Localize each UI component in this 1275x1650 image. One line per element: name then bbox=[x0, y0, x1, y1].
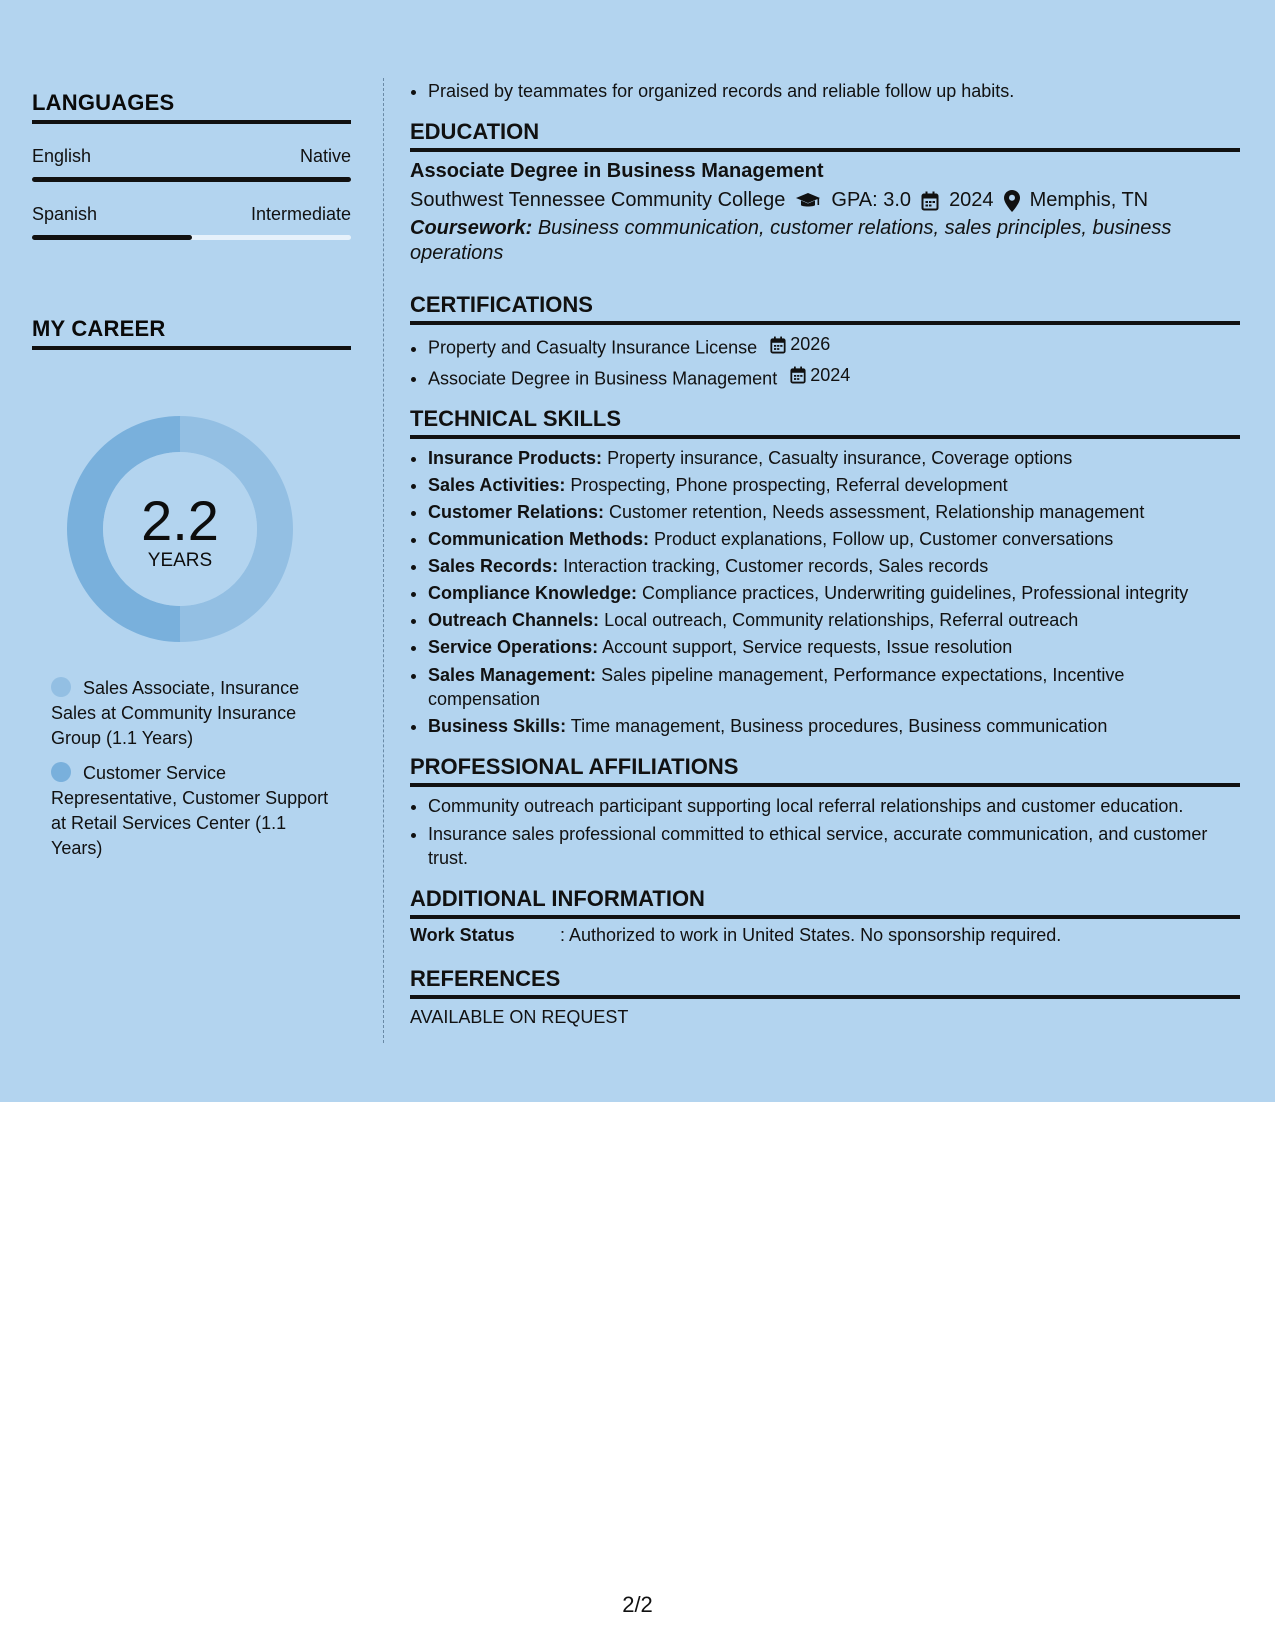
list-item bbox=[428, 445, 1240, 472]
certification-year: 2024 bbox=[810, 364, 851, 385]
skill-text: Time management, Business procedures, Business communication bbox=[570, 716, 1108, 736]
career-total-years: 2.2 bbox=[141, 489, 219, 552]
skill-text: Account support, Service requests, Issue resolution bbox=[602, 637, 1013, 657]
language-item bbox=[32, 204, 351, 240]
education-gpa: GPA: 3.0 bbox=[831, 189, 912, 211]
skill-text: Product explanations, Follow up, Customer conversations bbox=[654, 529, 1114, 549]
list-item bbox=[428, 661, 1240, 713]
skill-label: Insurance Products: bbox=[428, 448, 603, 468]
career-title: MY CAREER bbox=[32, 316, 351, 350]
coursework-text: Business communication, customer relations, sales principles, business operations bbox=[410, 217, 1172, 264]
skill-text: Sales pipeline management, Performance expectations, Incentive compensation bbox=[428, 665, 1125, 709]
list-item bbox=[428, 607, 1240, 634]
skill-text: Local outreach, Community relationships, Referral outreach bbox=[604, 610, 1079, 630]
graduation-cap-icon bbox=[795, 192, 821, 210]
career-total-unit: YEARS bbox=[147, 550, 213, 571]
language-proficiency-fill bbox=[32, 235, 192, 240]
language-proficiency-bar bbox=[32, 235, 351, 240]
career-legend bbox=[51, 676, 341, 871]
skill-label: Sales Activities: bbox=[428, 475, 566, 495]
skills-title: TECHNICAL SKILLS bbox=[410, 406, 1240, 439]
coursework-label: Coursework: bbox=[410, 217, 533, 239]
language-proficiency-fill bbox=[32, 177, 351, 182]
skill-label: Sales Records: bbox=[428, 556, 559, 576]
list-item: • Community outreach participant supporting local referral relationships and customer education. bbox=[428, 793, 1240, 820]
list-item bbox=[428, 634, 1240, 661]
legend-dot bbox=[51, 762, 71, 782]
education-details bbox=[410, 189, 1240, 212]
list-item: • Insurance sales professional committed to ethical service, accurate communication, and customer trust. bbox=[428, 820, 1240, 872]
references-text: AVAILABLE ON REQUEST bbox=[410, 1007, 629, 1027]
skill-text: Interaction tracking, Customer records, Sales records bbox=[563, 556, 989, 576]
calendar-icon bbox=[770, 336, 786, 354]
experience-bullets bbox=[410, 78, 1240, 105]
references-title: REFERENCES bbox=[410, 966, 1240, 999]
location-pin-icon bbox=[1004, 190, 1020, 212]
languages-title: LANGUAGES bbox=[32, 90, 351, 124]
list-item bbox=[428, 526, 1240, 553]
certification-name: Property and Casualty Insurance License bbox=[428, 337, 758, 358]
skill-text: Customer retention, Needs assessment, Relationship management bbox=[609, 502, 1145, 522]
education-year: 2024 bbox=[949, 189, 994, 211]
career-legend-item bbox=[51, 676, 341, 751]
certification-year: 2026 bbox=[790, 334, 831, 354]
additional-info-title: ADDITIONAL INFORMATION bbox=[410, 886, 1240, 919]
education-coursework bbox=[410, 216, 1240, 266]
career-legend-item bbox=[51, 761, 341, 861]
affiliations-list bbox=[410, 793, 1240, 872]
skill-text: Prospecting, Phone prospecting, Referral development bbox=[570, 475, 1008, 495]
left-column bbox=[32, 90, 351, 858]
education-location: Memphis, TN bbox=[1029, 189, 1149, 211]
language-item bbox=[32, 146, 351, 182]
skill-text: Compliance practices, Underwriting guidelines, Professional integrity bbox=[642, 583, 1189, 603]
certification-name: Associate Degree in Business Management bbox=[428, 368, 778, 388]
calendar-icon bbox=[790, 366, 806, 384]
skill-label: Communication Methods: bbox=[428, 529, 649, 549]
page-number: 2/2 bbox=[622, 1592, 653, 1617]
skill-label: Customer Relations: bbox=[428, 502, 605, 522]
language-proficiency-bar bbox=[32, 177, 351, 182]
list-item bbox=[428, 472, 1240, 499]
column-divider bbox=[383, 78, 384, 1043]
education-school: Southwest Tennessee Community College bbox=[410, 189, 786, 211]
skill-label: Compliance Knowledge: bbox=[428, 583, 638, 603]
list-item bbox=[428, 362, 1240, 393]
calendar-icon bbox=[921, 191, 939, 211]
language-name: English bbox=[32, 146, 92, 166]
language-level: Intermediate bbox=[250, 204, 351, 224]
skill-label: Outreach Channels: bbox=[428, 610, 600, 630]
skill-label: Service Operations: bbox=[428, 637, 599, 657]
education-title: EDUCATION bbox=[410, 119, 1240, 152]
skill-label: Business Skills: bbox=[428, 716, 567, 736]
right-column bbox=[410, 78, 1240, 1028]
legend-label: Sales Associate, Insurance Sales at Community Insurance Group (1.1 Years) bbox=[51, 678, 300, 748]
education-degree: Associate Degree in Business Management bbox=[410, 160, 824, 182]
work-status-value: : Authorized to work in United States. No sponsorship required. bbox=[560, 925, 1062, 945]
skills-list bbox=[410, 445, 1240, 740]
language-level: Native bbox=[299, 146, 351, 166]
skill-label: Sales Management: bbox=[428, 665, 597, 685]
list-item bbox=[428, 499, 1240, 526]
skill-text: Property insurance, Casualty insurance, Coverage options bbox=[607, 448, 1073, 468]
list-item: • Praised by teammates for organized records and reliable follow up habits. bbox=[428, 78, 1240, 105]
list-item bbox=[428, 553, 1240, 580]
certifications-title: CERTIFICATIONS bbox=[410, 292, 1240, 325]
affiliations-title: PROFESSIONAL AFFILIATIONS bbox=[410, 754, 1240, 787]
list-item bbox=[428, 580, 1240, 607]
legend-label: Customer Service Representative, Customer Support at Retail Services Center (1.1 Years) bbox=[51, 763, 329, 858]
work-status-label: Work Status bbox=[410, 925, 515, 945]
certifications-list bbox=[410, 331, 1240, 392]
list-item bbox=[428, 331, 1240, 362]
list-item bbox=[428, 713, 1240, 740]
language-name: Spanish bbox=[32, 204, 98, 224]
work-status-row bbox=[410, 925, 1240, 946]
legend-dot bbox=[51, 677, 71, 697]
